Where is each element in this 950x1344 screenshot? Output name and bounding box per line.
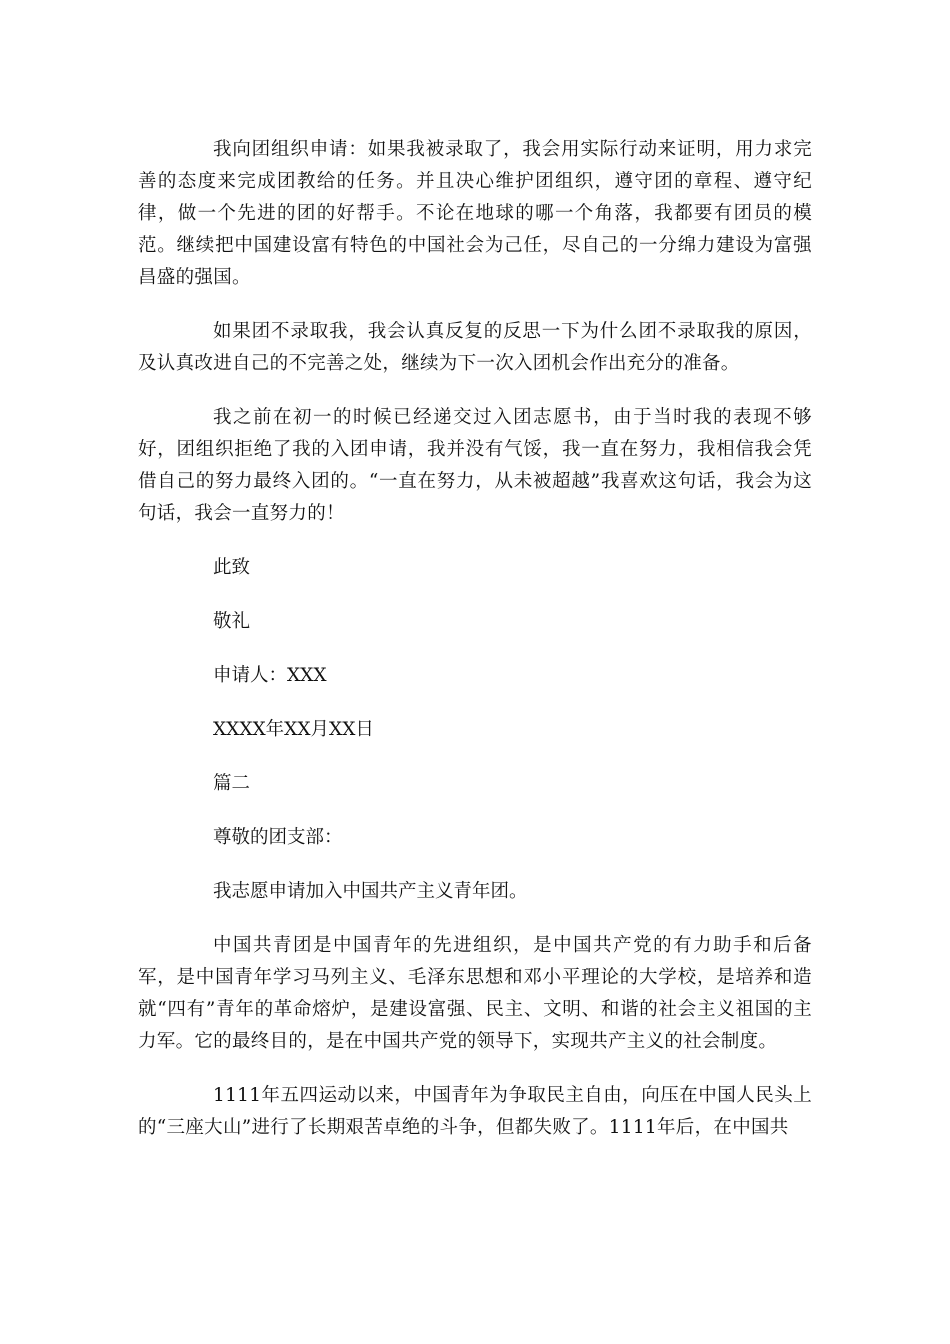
closing-greeting: 此致 xyxy=(213,557,251,578)
letter-date: XXXX年XX月XX日 xyxy=(213,719,374,740)
applicant-signature: 申请人：XXX xyxy=(213,665,327,686)
salutation: 尊敬的团支部： xyxy=(213,827,343,848)
paragraph-previous-application: 我之前在初一的时候已经递交过入团志愿书，由于当时我的表现不够好，团组织拒绝了我的入团申请，我并没有气馁，我一直在努力，我相信我会凭借自己的努力最终入团的。“一直在努力，从未被超越”我喜欢这句话，我会为这句话，我会一直努力的！ xyxy=(138,407,812,524)
document-page xyxy=(138,134,812,1166)
closing-salute: 敬礼 xyxy=(213,611,251,632)
paragraph-pledge: 我向团组织申请：如果我被录取了，我会用实际行动来证明，用力求完善的态度来完成团教给的任务。并且决心维护团组织，遵守团的章程、遵守纪律，做一个先进的团的好帮手。不论在地球的哪一个角落，我都要有团员的模范。继续把中国建设富有特色的中国社会为己任，尽自己的一分绵力建设为富强昌盛的强国。 xyxy=(138,139,812,288)
paragraph-if-rejected: 如果团不录取我，我会认真反复的反思一下为什么团不录取我的原因，及认真改进自己的不完善之处，继续为下一次入团机会作出充分的准备。 xyxy=(138,321,812,374)
intro-statement: 我志愿申请加入中国共产主义青年团。 xyxy=(213,881,528,902)
section-title: 篇二 xyxy=(213,773,251,794)
paragraph-history: 1111年五四运动以来，中国青年为争取民主自由，向压在中国人民头上的“三座大山”进行了长期艰苦卓绝的斗争，但都失败了。1111年后，在中国共 xyxy=(138,1085,812,1138)
paragraph-cyl-description: 中国共青团是中国青年的先进组织，是中国共产党的有力助手和后备军，是中国青年学习马列主义、毛泽东思想和邓小平理论的大学校，是培养和造就“四有”青年的革命熔炉，是建设富强、民主、文明、和谐的社会主义祖国的主力军。它的最终目的，是在中国共产党的领导下，实现共产主义的社会制度。 xyxy=(138,935,812,1052)
